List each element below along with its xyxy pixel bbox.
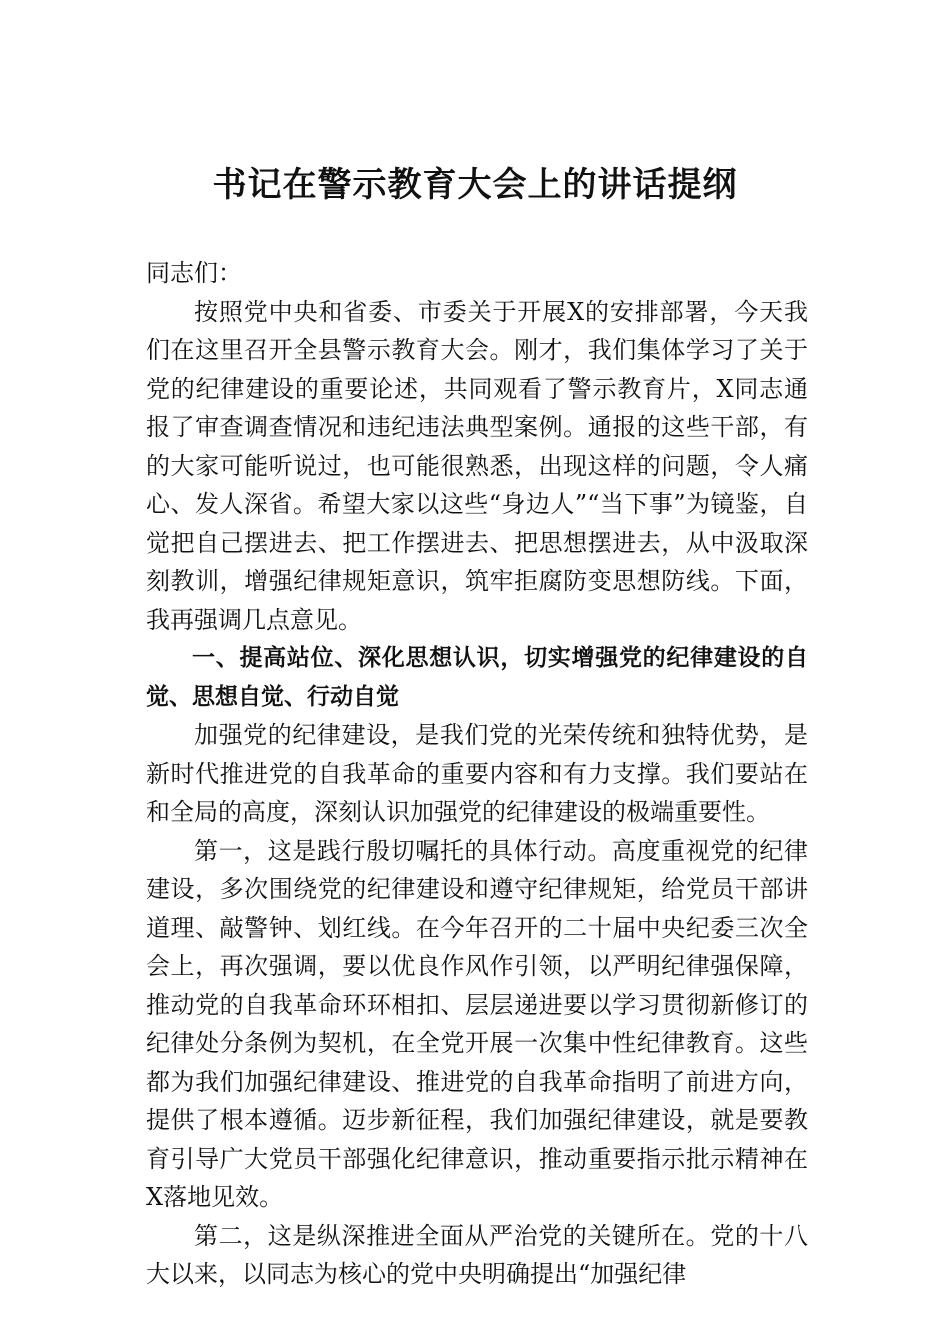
section1-paragraph: 第一，这是践行殷切嘱托的具体行动。高度重视党的纪律建设，多次围绕党的纪律建设和遵守纪律规矩，给党员干部讲道理、敲警钟、划红线。在今年召开的二十届中央纪委三次全会上，再次强调，要以优良作风作引领，以严明纪律强保障，推动党的自我革命环环相扣、层层递进要以学习贯彻新修订的纪律处分条例为契机，在全党开展一次集中性纪律教育。这些都为我们加强纪律建设、推进党的自我革命指明了前进方向，提供了根本遵循。迈步新征程，我们加强纪律建设，就是要教育引导广大党员干部强化纪律意识，推动重要指示批示精神在X落地见效。 (146, 836, 808, 1211)
section-heading-1: 一、提高站位、深化思想认识，切实增强党的纪律建设的自觉、思想自觉、行动自觉 (146, 645, 808, 710)
intro-paragraph: 按照党中央和省委、市委关于开展X的安排部署，今天我们在这里召开全县警示教育大会。刚才，我们集体学习了关于党的纪律建设的重要论述，共同观看了警示教育片，X同志通报了审查调查情况和违纪违法典型案例。通报的这些干部，有的大家可能听说过，也可能很熟悉，出现这样的问题，令人痛心、发人深省。希望大家以这些“身边人”“当下事”为镜鉴，自觉把自己摆进去、把工作摆进去、把思想摆进去，从中汲取深刻教训，增强纪律规矩意识，筑牢拒腐防变思想防线。下面，我再强调几点意见。 (146, 297, 808, 634)
document-body (146, 254, 808, 1294)
section1-paragraph: 第二，这是纵深推进全面从严治党的关键所在。党的十八大以来，以同志为核心的党中央明确提出“加强纪律 (146, 1221, 808, 1288)
document-title: 书记在警示教育大会上的讲话提纲 (212, 165, 738, 205)
section1-paragraph: 加强党的纪律建设，是我们党的光荣传统和独特优势，是新时代推进党的自我革命的重要内容和有力支撑。我们要站在和全局的高度，深刻认识加强党的纪律建设的极端重要性。 (146, 721, 808, 826)
salutation: 同志们： (146, 259, 242, 287)
